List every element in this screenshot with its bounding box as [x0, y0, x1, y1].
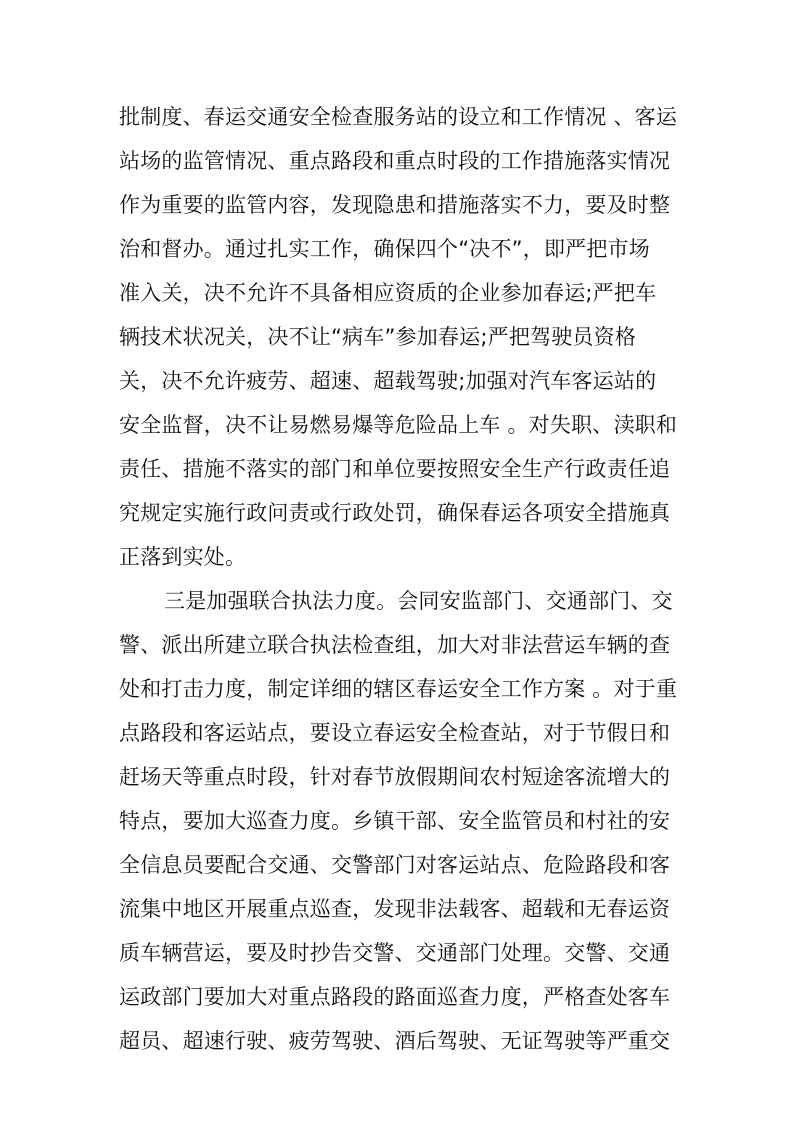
text-line: 处和打击力度，制定详细的辖区春运安全工作方案 。对于重: [119, 677, 678, 701]
text-line: 超员、超速行驶、疲劳驾驶、酒后驾驶、无证驾驶等严重交: [119, 1029, 671, 1053]
text-line: 全信息员要配合交通、交警部门对客运站点、危险路段和客: [119, 853, 671, 877]
text-line: 站场的监管情况、重点路段和重点时段的工作措施落实情况: [119, 149, 671, 173]
text-line: 作为重要的监管内容，发现隐患和措施落实不力，要及时整: [119, 193, 671, 217]
text-line: 治和督办。通过扎实工作，确保四个“决不”，即严把市场: [119, 237, 650, 261]
text-line: 责任、措施不落实的部门和单位要按照安全生产行政责任追: [119, 457, 671, 481]
text-line: 质车辆营运，要及时抄告交警、交通部门处理。交警、交通: [119, 941, 671, 965]
text-line: 正落到实处。: [119, 545, 247, 569]
text-line: 批制度、春运交通安全检查服务站的设立和工作情况 、客运: [119, 105, 678, 129]
text-line: 流集中地区开展重点巡查，发现非法载客、超载和无春运资: [119, 897, 671, 921]
text-line: 赶场天等重点时段，针对春节放假期间农村短途客流增大的: [119, 765, 671, 789]
text-line: 安全监督，决不让易燃易爆等危险品上车 。对失职、渎职和: [119, 413, 678, 437]
text-line: 关，决不允许疲劳、超速、超载驾驶;加强对汽车客运站的: [119, 369, 657, 393]
text-line: 运政部门要加大对重点路段的路面巡查力度，严格查处客车: [119, 985, 671, 1009]
text-line: 警、派出所建立联合执法检查组，加大对非法营运车辆的查: [119, 633, 671, 657]
text-line: 特点，要加大巡查力度。乡镇干部、安全监管员和村社的安: [119, 809, 671, 833]
text-line: 究规定实施行政问责或行政处罚，确保春运各项安全措施真: [119, 501, 671, 525]
paragraph-start-line: 三是加强联合执法力度。会同安监部门、交通部门、交: [164, 589, 673, 613]
text-line: 点路段和客运站点，要设立春运安全检查站，对于节假日和: [119, 721, 671, 745]
text-line: 准入关，决不允许不具备相应资质的企业参加春运;严把车: [119, 281, 657, 305]
text-line: 辆技术状况关，决不让“病车”参加春运;严把驾驶员资格: [119, 325, 637, 349]
